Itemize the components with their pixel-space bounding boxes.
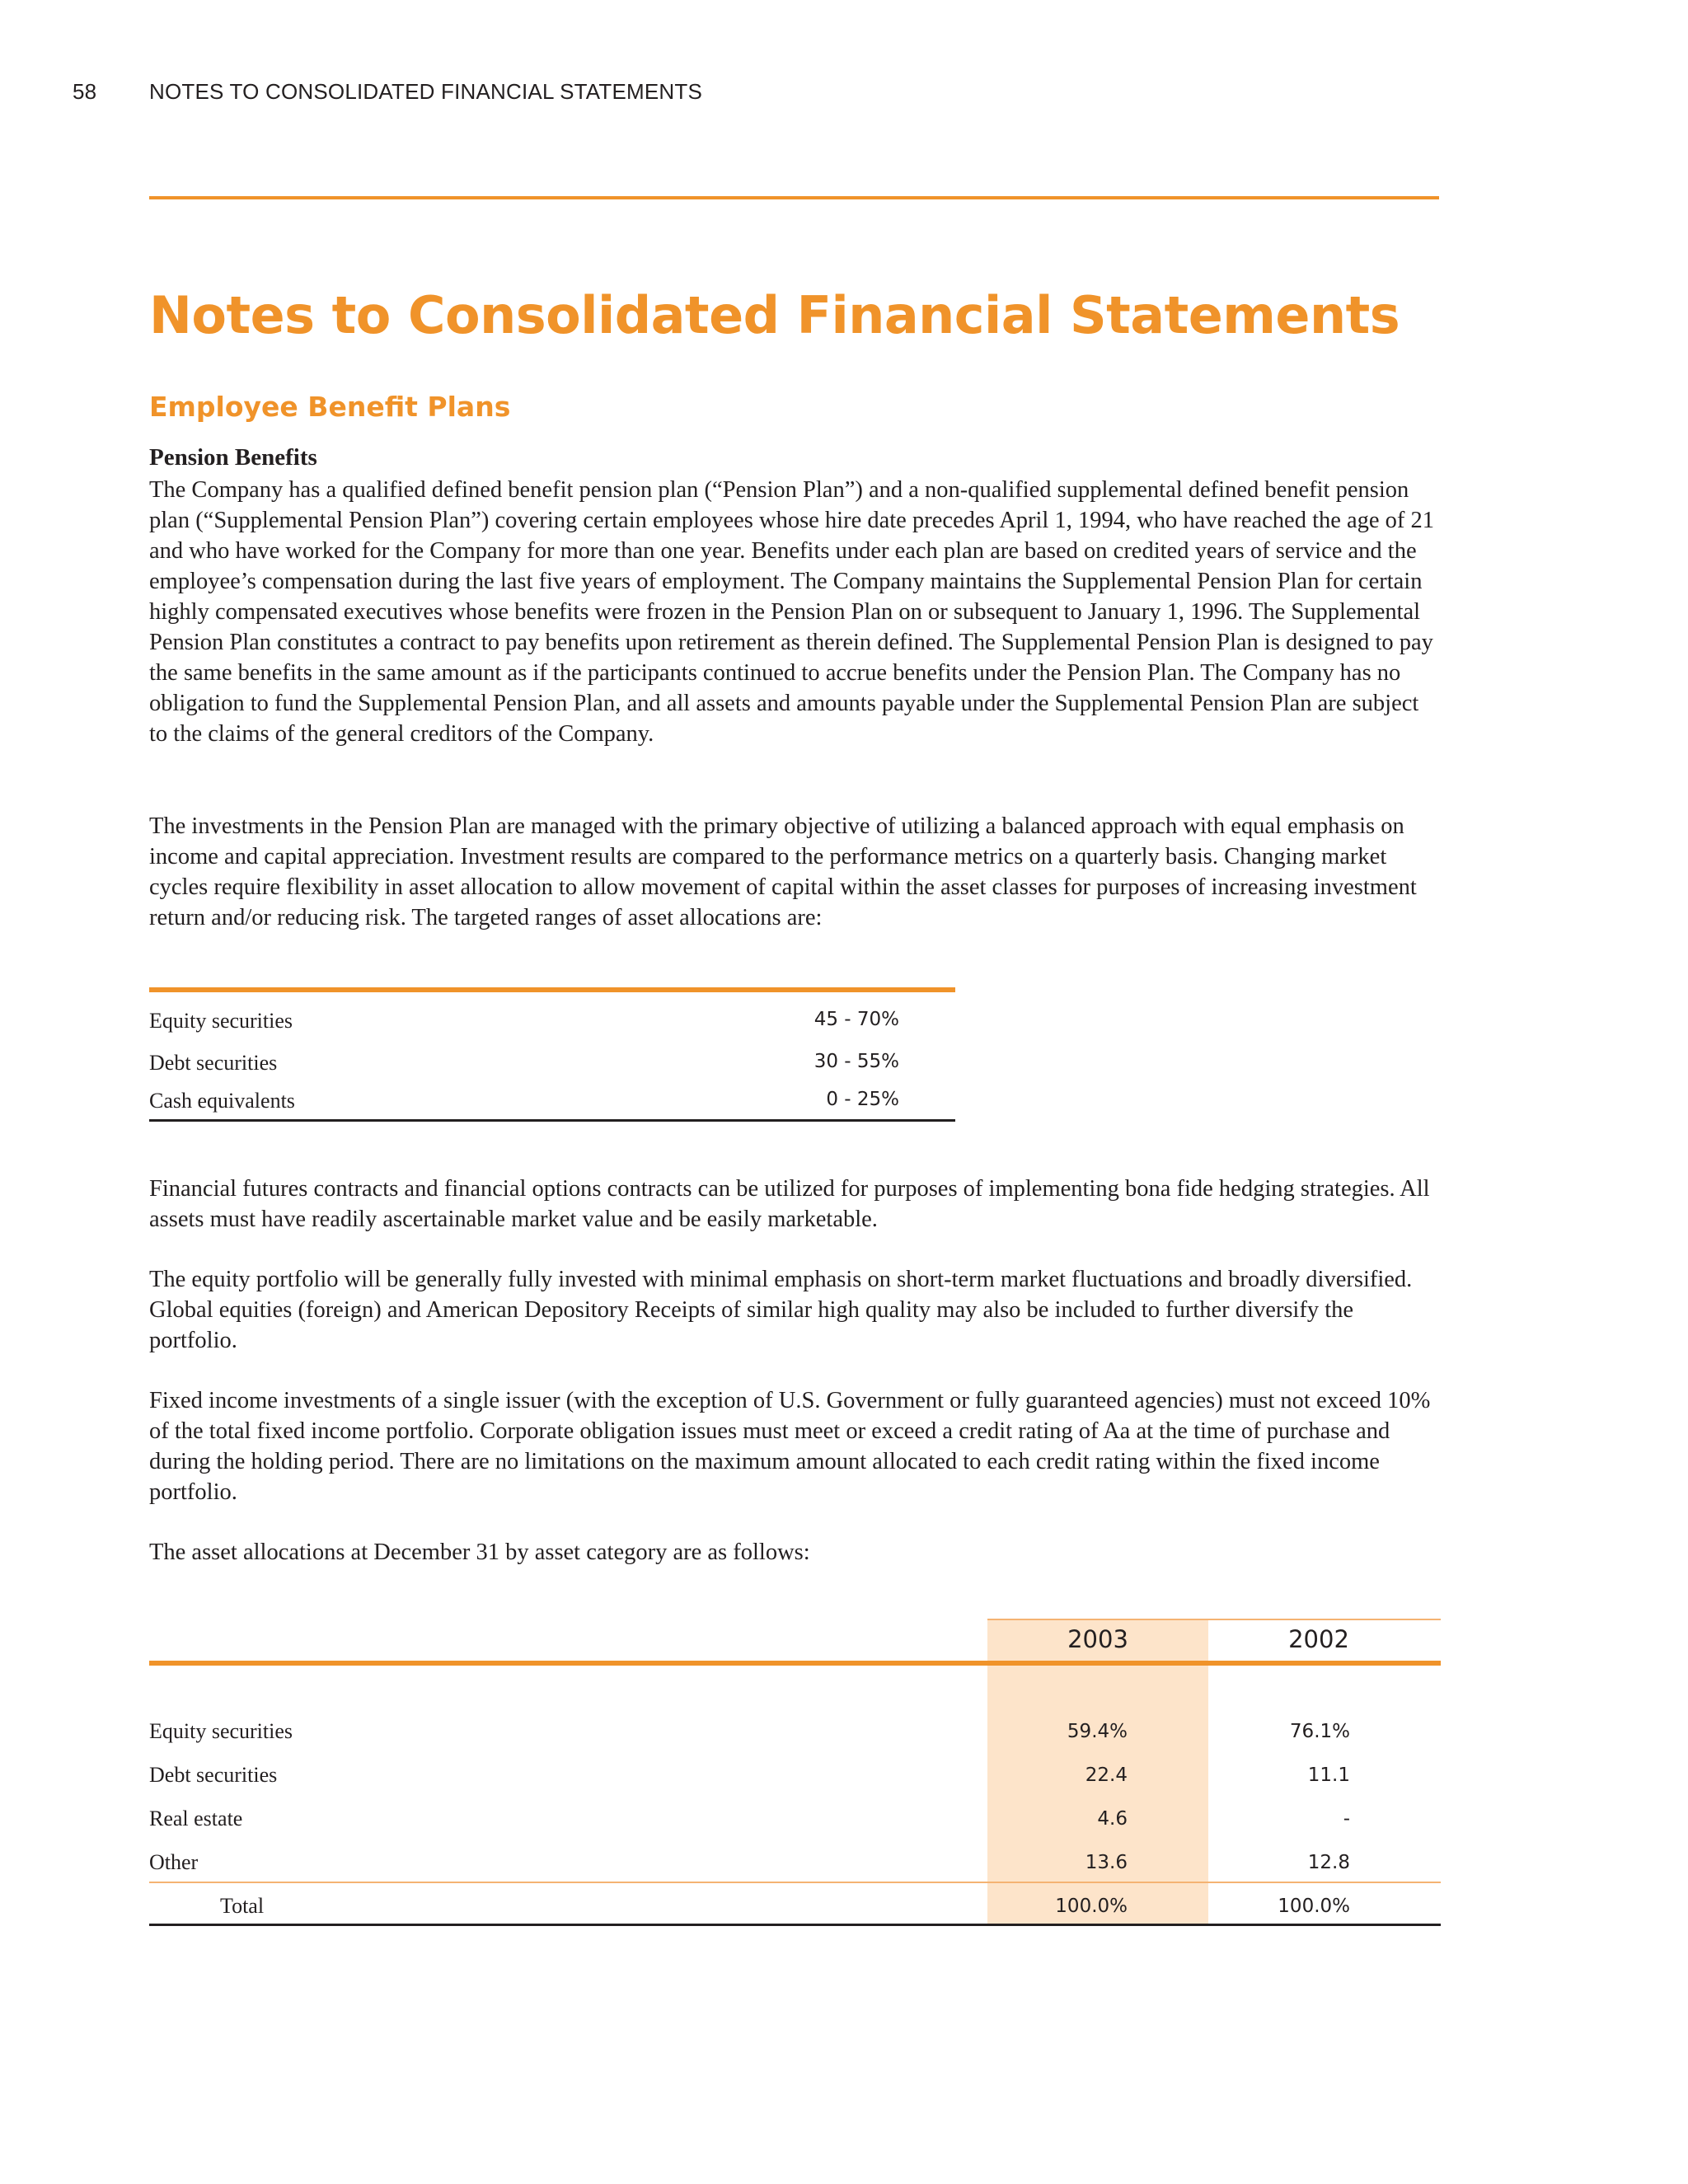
total-2003: 100.0%	[1055, 1896, 1128, 1917]
running-head: NOTES TO CONSOLIDATED FINANCIAL STATEMENTS	[149, 79, 703, 104]
total-row	[149, 1894, 1441, 1927]
row-value: 45 - 70%	[814, 1009, 899, 1030]
table-row	[149, 1807, 1441, 1840]
paragraph-fixed-income: Fixed income investments of a single issuer (with the exception of U.S. Government or fully guaranteed agencies) must not exceed 10% of the total fixed income portfolio. Corporate obligation issues must meet or exceed a credit rating of Aa at the time of purchase and during the holding period. There are no limitations on the maximum amount allocated to each credit rating within the fixed income portfolio.	[149, 1388, 1431, 1505]
total-rule	[149, 1882, 1441, 1883]
paragraph-investment-objective: The investments in the Pension Plan are managed with the primary objective of utilizing a balanced approach with equal emphasis on income and capital appreciation. Investment results are compared to the performance metrics on a quarterly basis. Changing market cycles require flexibility in asset allocation to allow movement of capital within the asset classes for purposes of increasing investment return and/or reducing risk. The targeted ranges of asset allocations are:	[149, 813, 1417, 930]
paragraph-allocations-intro: The asset allocations at December 31 by asset category are as follows:	[149, 1540, 810, 1565]
value-2002: 12.8	[1307, 1852, 1350, 1873]
table-row	[149, 1763, 1441, 1796]
value-2003: 22.4	[1085, 1765, 1128, 1786]
asset-allocation-table	[149, 1619, 1441, 1926]
row-label: Equity securities	[149, 1719, 293, 1743]
table-bottom-rule	[149, 1924, 1441, 1926]
row-label: Equity securities	[149, 1009, 293, 1033]
paragraph-pension-plan: The Company has a qualified defined benefit pension plan (“Pension Plan”) and a non-qualified supplemental defined benefit pension plan (“Supplemental Pension Plan”) covering certain employees whose hire date precedes April 1, 1994, who have reached the age of 21 and who have worked for the Company for more than one year. Benefits under each plan are based on credited years of service and the employee’s compensation during the last five years of employment. The Company maintains the Supplemental Pension Plan for certain highly compensated executives whose benefits were frozen in the Pension Plan on or subsequent to January 1, 1996. The Supplemental Pension Plan constitutes a contract to pay benefits upon retirement as therein defined. The Supplemental Pension Plan is designed to pay the same benefits in the same amount as if the participants continued to accrue benefits under the Pension Plan. The Company has no obligation to fund the Supplemental Pension Plan, and all assets and amounts payable under the Supplemental Pension Plan are subject to the claims of the general creditors of the Company.	[149, 477, 1435, 747]
page-title: Notes to Consolidated Financial Statements	[149, 285, 1400, 345]
target-ranges-table	[149, 987, 955, 1122]
value-2002: 76.1%	[1289, 1721, 1350, 1742]
value-2002: -	[1343, 1808, 1350, 1830]
column-header-2003: 2003	[1067, 1625, 1128, 1653]
value-2003: 4.6	[1097, 1808, 1128, 1830]
table-row	[149, 992, 955, 1034]
header-rule	[149, 196, 1439, 199]
header-rule	[149, 1661, 1441, 1666]
row-label: Other	[149, 1850, 199, 1874]
row-label: Debt securities	[149, 1051, 278, 1075]
paragraph-equity-portfolio: The equity portfolio will be generally fully invested with minimal emphasis on short-term market fluctuations and broadly diversified. Global equities (foreign) and American Depository Receipts of similar high quality may also be included to further diversify the portfolio.	[149, 1267, 1413, 1353]
table-row	[149, 1076, 955, 1119]
total-label: Total	[220, 1894, 265, 1918]
header-top-rule	[987, 1619, 1441, 1620]
total-2002: 100.0%	[1278, 1896, 1350, 1917]
table-row	[149, 1719, 1441, 1752]
row-value: 0 - 25%	[826, 1089, 899, 1110]
section-title: Employee Benefit Plans	[149, 391, 511, 423]
row-label: Cash equivalents	[149, 1089, 295, 1113]
row-label: Real estate	[149, 1807, 243, 1830]
row-label: Debt securities	[149, 1763, 278, 1787]
page-number: 58	[73, 79, 97, 104]
table-row	[149, 1034, 955, 1076]
row-value: 30 - 55%	[814, 1051, 899, 1072]
column-header-2002: 2002	[1288, 1625, 1349, 1653]
value-2002: 11.1	[1307, 1765, 1350, 1786]
paragraph-derivatives: Financial futures contracts and financial options contracts can be utilized for purposes of implementing bona fide hedging strategies. All assets must have readily ascertainable market value and be easily marketable.	[149, 1176, 1430, 1232]
table-row	[149, 1850, 1441, 1883]
value-2003: 59.4%	[1067, 1721, 1128, 1742]
value-2003: 13.6	[1085, 1852, 1128, 1873]
subsection-title: Pension Benefits	[149, 444, 317, 471]
